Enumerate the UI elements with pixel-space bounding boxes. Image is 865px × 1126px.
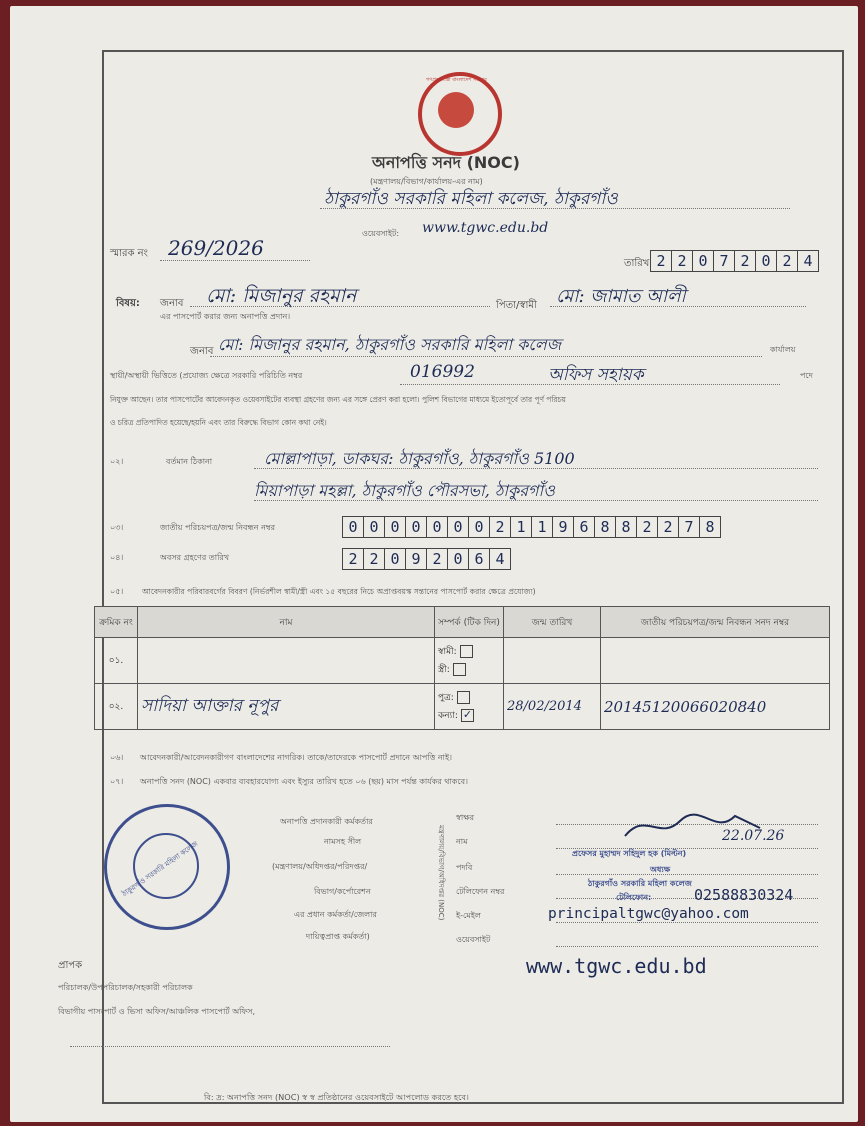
item04-num: ০৪।	[110, 553, 124, 562]
row-nid: 20145120066020840	[601, 684, 830, 730]
item02-num: ০২।	[110, 457, 124, 466]
officer-line2: নামসহ সীল	[324, 837, 362, 846]
field-email: ই-মেইল	[456, 911, 481, 920]
website-value-hand: www.tgwc.edu.bd	[526, 954, 707, 978]
row-serial: ০১.	[95, 638, 138, 684]
date-digit: 2	[735, 251, 756, 271]
subject-label: বিষয়:	[116, 298, 140, 309]
recipient-address-line	[70, 1046, 390, 1047]
institution-name: ঠাকুরগাঁও সরকারি মহিলা কলেজ, ঠাকুরগাঁও	[324, 189, 618, 209]
subject-janab: জনাব	[160, 298, 184, 309]
website-value: www.tgwc.edu.bd	[422, 220, 549, 236]
father-line	[550, 306, 806, 307]
document-sheet	[10, 6, 858, 1122]
email-line	[556, 922, 818, 923]
field-signature: স্বাক্ষর	[456, 813, 475, 822]
para1-line2-label: স্থায়ী/অস্থায়ী ভিত্তিতে (প্রযোজ্য ক্ষেত্রে সরকারি পরিচিতি নম্বর	[110, 371, 303, 380]
nid-digit: 8	[595, 517, 616, 537]
officer-line1: অনাপত্তি প্রদানকারী কর্মকর্তার	[280, 817, 373, 826]
nid-digit: 7	[679, 517, 700, 537]
website-label: ওয়েবসাইট:	[362, 229, 400, 238]
stamp-institution: ঠাকুরগাঁও সরকারি মহিলা কলেজ	[588, 879, 692, 888]
college-seal	[104, 804, 230, 930]
header-name: নাম	[138, 607, 435, 638]
item04-label: অবসর গ্রহণের তারিখ	[160, 553, 230, 562]
item05-num: ০৫।	[110, 587, 124, 596]
footnote: বি: দ্র: অনাপত্তি সনদ (NOC) স্ব স্ব প্রতিষ্ঠানের ওয়েবসাইটে আপলোড করতে হবে।	[204, 1092, 469, 1102]
relation-wife-label: স্ত্রী:	[438, 664, 450, 675]
para1-janab: জনাব	[190, 346, 214, 357]
ref-value: 269/2026	[168, 236, 264, 260]
table-row	[95, 638, 830, 684]
officer-line4: বিভাগ/কর্পোরেশন	[314, 887, 371, 896]
nid-digit: 8	[705, 518, 715, 536]
nid-digit: 8	[616, 517, 637, 537]
officer-line3: (মন্ত্রণালয়/অধিদপ্তর/পরিদপ্তর/	[272, 862, 368, 871]
officer-line6: দায়িত্বপ্রাপ্ত কর্মকর্তা)	[306, 932, 370, 941]
field-phone: টেলিফোন নম্বর	[456, 887, 505, 896]
row-relation	[435, 638, 504, 684]
row-dob: 28/02/2014	[504, 684, 601, 730]
website-line	[556, 946, 818, 947]
para1-line1	[210, 356, 762, 357]
retirement-digit: 2	[343, 549, 364, 569]
subject-name-line	[190, 306, 490, 307]
field-website: ওয়েবসাইট	[456, 935, 491, 944]
row-name: সাদিয়া আক্তার নূপুর	[138, 684, 435, 730]
nid-digit: 0	[469, 517, 490, 537]
item07-num: ০৭।	[110, 777, 124, 786]
retirement-digit: 4	[495, 550, 505, 568]
nid-digit: 0	[406, 517, 427, 537]
relation-husband-label: স্বামী:	[438, 646, 457, 657]
officer-line5: এর প্রধান কর্মকর্তা/জেলার	[294, 910, 377, 919]
row-relation	[435, 684, 504, 730]
family-table	[94, 606, 830, 730]
designation-line	[556, 874, 818, 875]
subject-line2: এর পাসপোর্ট করার জন্য অনাপত্তি প্রদান।	[160, 312, 291, 321]
nid-digit: 1	[511, 517, 532, 537]
relation-daughter-label: কন্যা:	[438, 710, 458, 721]
nid-digit: 2	[490, 517, 511, 537]
phone-value: 02588830324	[694, 886, 794, 904]
table-row	[95, 684, 830, 730]
recipient-line2: বিভাগীয় পাসপোর্ট ও ভিসা অফিস/আঞ্চলিক পাসপোর্ট অফিস,	[58, 1007, 256, 1016]
item03-label: জাতীয় পরিচয়পত্র/জন্ম নিবন্ধন নম্বর	[160, 523, 275, 532]
nid-digit: 6	[574, 517, 595, 537]
signature-date: 22.07.26	[722, 828, 785, 844]
address-rule2	[254, 500, 818, 501]
date-label: তারিখ	[624, 258, 650, 269]
document-subtitle: (মন্ত্রণালয়/বিভাগ/কার্যালয়-এর নাম)	[370, 177, 483, 186]
relation-husband-checkbox[interactable]	[460, 645, 473, 658]
row-dob	[504, 638, 601, 684]
nid-digit: 0	[364, 517, 385, 537]
relation-wife-checkbox[interactable]	[453, 663, 466, 676]
post-suffix: পদে	[800, 371, 813, 380]
nid-digit: 0	[448, 517, 469, 537]
stamp-post: অধ্যক্ষ	[650, 865, 671, 874]
nid-digit: 0	[427, 517, 448, 537]
row-nid	[601, 638, 830, 684]
item03-num: ০৩।	[110, 523, 124, 532]
institution-line	[320, 208, 790, 209]
subject-name: মো: মিজানুর রহমান	[206, 285, 357, 307]
header-relation: সম্পর্ক (টিক দিন)	[435, 607, 504, 638]
header-nid: জাতীয় পরিচয়পত্র/জন্ম নিবন্ধন সনদ নম্বর	[601, 607, 830, 638]
retirement-digit: 9	[406, 549, 427, 569]
header-serial: ক্রমিক নং	[95, 607, 138, 638]
nid-digit: 0	[385, 517, 406, 537]
retirement-boxes	[342, 548, 511, 570]
item07-text: অনাপত্তি সনদ (NOC) একবার ব্যবহারযোগ্য এবং ইস্যুর তারিখ হতে ০৬ (ছয়) মাস পর্যন্ত কার্যকর থাকবে।	[140, 777, 468, 786]
father-label: পিতা/স্বামী	[496, 300, 537, 311]
ref-line	[160, 260, 310, 261]
para1-suffix: কার্যালয়	[770, 345, 796, 354]
document-title: অনাপত্তি সনদ (NOC)	[372, 153, 520, 172]
relation-daughter-checkbox[interactable]: ✓	[462, 707, 473, 721]
retirement-digit: 0	[385, 549, 406, 569]
retirement-digit: 0	[448, 549, 469, 569]
government-emblem	[418, 72, 502, 156]
nid-digit: 0	[343, 517, 364, 537]
stamp-phone-label: টেলিফোন:	[616, 893, 652, 902]
address-line2: মিয়াপাড়া মহল্লা, ঠাকুরগাঁও পৌরসভা, ঠাকুরগাঁও	[254, 481, 555, 500]
date-digit: 4	[803, 252, 813, 270]
field-designation: পদবি	[456, 863, 473, 872]
nid-digit: 1	[532, 517, 553, 537]
row-name	[138, 638, 435, 684]
date-digit: 0	[693, 251, 714, 271]
row-serial: ০২.	[95, 684, 138, 730]
recipient-label: প্রাপক	[58, 960, 83, 971]
official-id: 016992	[410, 362, 475, 382]
college-seal-text: ঠাকুরগাঁও সরকারি মহিলা কলেজ	[120, 839, 200, 899]
nid-digit: 2	[658, 517, 679, 537]
date-digit: 2	[777, 251, 798, 271]
relation-son-checkbox[interactable]	[457, 691, 470, 704]
item06-num: ০৬।	[110, 753, 124, 762]
date-digit: 2	[651, 251, 672, 271]
address-rule1	[254, 468, 818, 469]
para1-name: মো: মিজানুর রহমান, ঠাকুরগাঁও সরকারি মহিলা কলেজ	[218, 335, 562, 354]
father-name: মো: জামাত আলী	[556, 286, 686, 307]
date-digit: 0	[756, 251, 777, 271]
date-digit: 7	[714, 251, 735, 271]
retirement-digit: 6	[469, 549, 490, 569]
item06-text: আবেদনকারী/আবেদনকারীগণ বাংলাদেশের নাগরিক। তাকে/তাদেরকে পাসপোর্ট প্রদানে আপত্তি নাই।	[140, 753, 453, 762]
field-name: নাম	[456, 837, 468, 846]
header-dob: জন্ম তারিখ	[504, 607, 601, 638]
para1-line2	[400, 384, 780, 385]
family-table-header	[95, 607, 830, 638]
nid-digit: 9	[553, 517, 574, 537]
para1-line4: ও চরিত্র প্রতিপাদিত হয়েছে/হয়নি এবং তার বিরুদ্ধে বিভাগ কোন কথা নেই।	[110, 418, 327, 427]
address-line1: মোল্লাপাড়া, ডাকঘর: ঠাকুরগাঁও, ঠাকুরগাঁও 5100	[264, 449, 575, 468]
nid-digit: 2	[637, 517, 658, 537]
item05-text: আবেদনকারীর পরিবারবর্গের বিবরণ (নির্ভরশীল স্বামী/স্ত্রী এবং ১৫ বছরের নিচে অপ্রাপ্তবয়স্ক সন্তানের পাসপোর্ট করার ক্ষেত্রে প্রযোজ্য)	[142, 587, 536, 596]
retirement-digit: 2	[364, 549, 385, 569]
date-digit: 2	[672, 251, 693, 271]
officer-vertical: মন্ত্রণালয়/বিভাগ/অধিদপ্তর (NOC)	[437, 825, 445, 921]
post-name: অফিস সহায়ক	[548, 365, 644, 385]
date-boxes	[650, 250, 819, 272]
retirement-digit: 2	[427, 549, 448, 569]
recipient-line1: পরিচালক/উপপরিচালক/সহকারী পরিচালক	[58, 983, 193, 992]
item02-label: বর্তমান ঠিকানা	[166, 457, 213, 466]
ref-label: স্মারক নং	[110, 248, 148, 259]
emblem-text: গণপ্রজাতন্ত্রী বাংলাদেশ সরকার	[426, 77, 487, 83]
nid-boxes	[342, 516, 721, 538]
stamp-name: প্রফেসর মুহাম্মদ সহিদুল হক (মিল্টন)	[572, 849, 687, 858]
para1-line3: নিযুক্ত আছেন। তার পাসপোর্টের আবেদনকৃত ওয়েবসাইটের ব্যবস্থা গ্রহণের জন্য এর সঙ্গে প্রেরণ করা হলো। পুলিশ বিভাগের মাধ্যমে ইতোপূর্বে তার পূর্ণ পরিচয়	[110, 395, 566, 404]
email-value: principaltgwc@yahoo.com	[548, 906, 749, 922]
relation-son-label: পুত্র:	[438, 692, 454, 703]
